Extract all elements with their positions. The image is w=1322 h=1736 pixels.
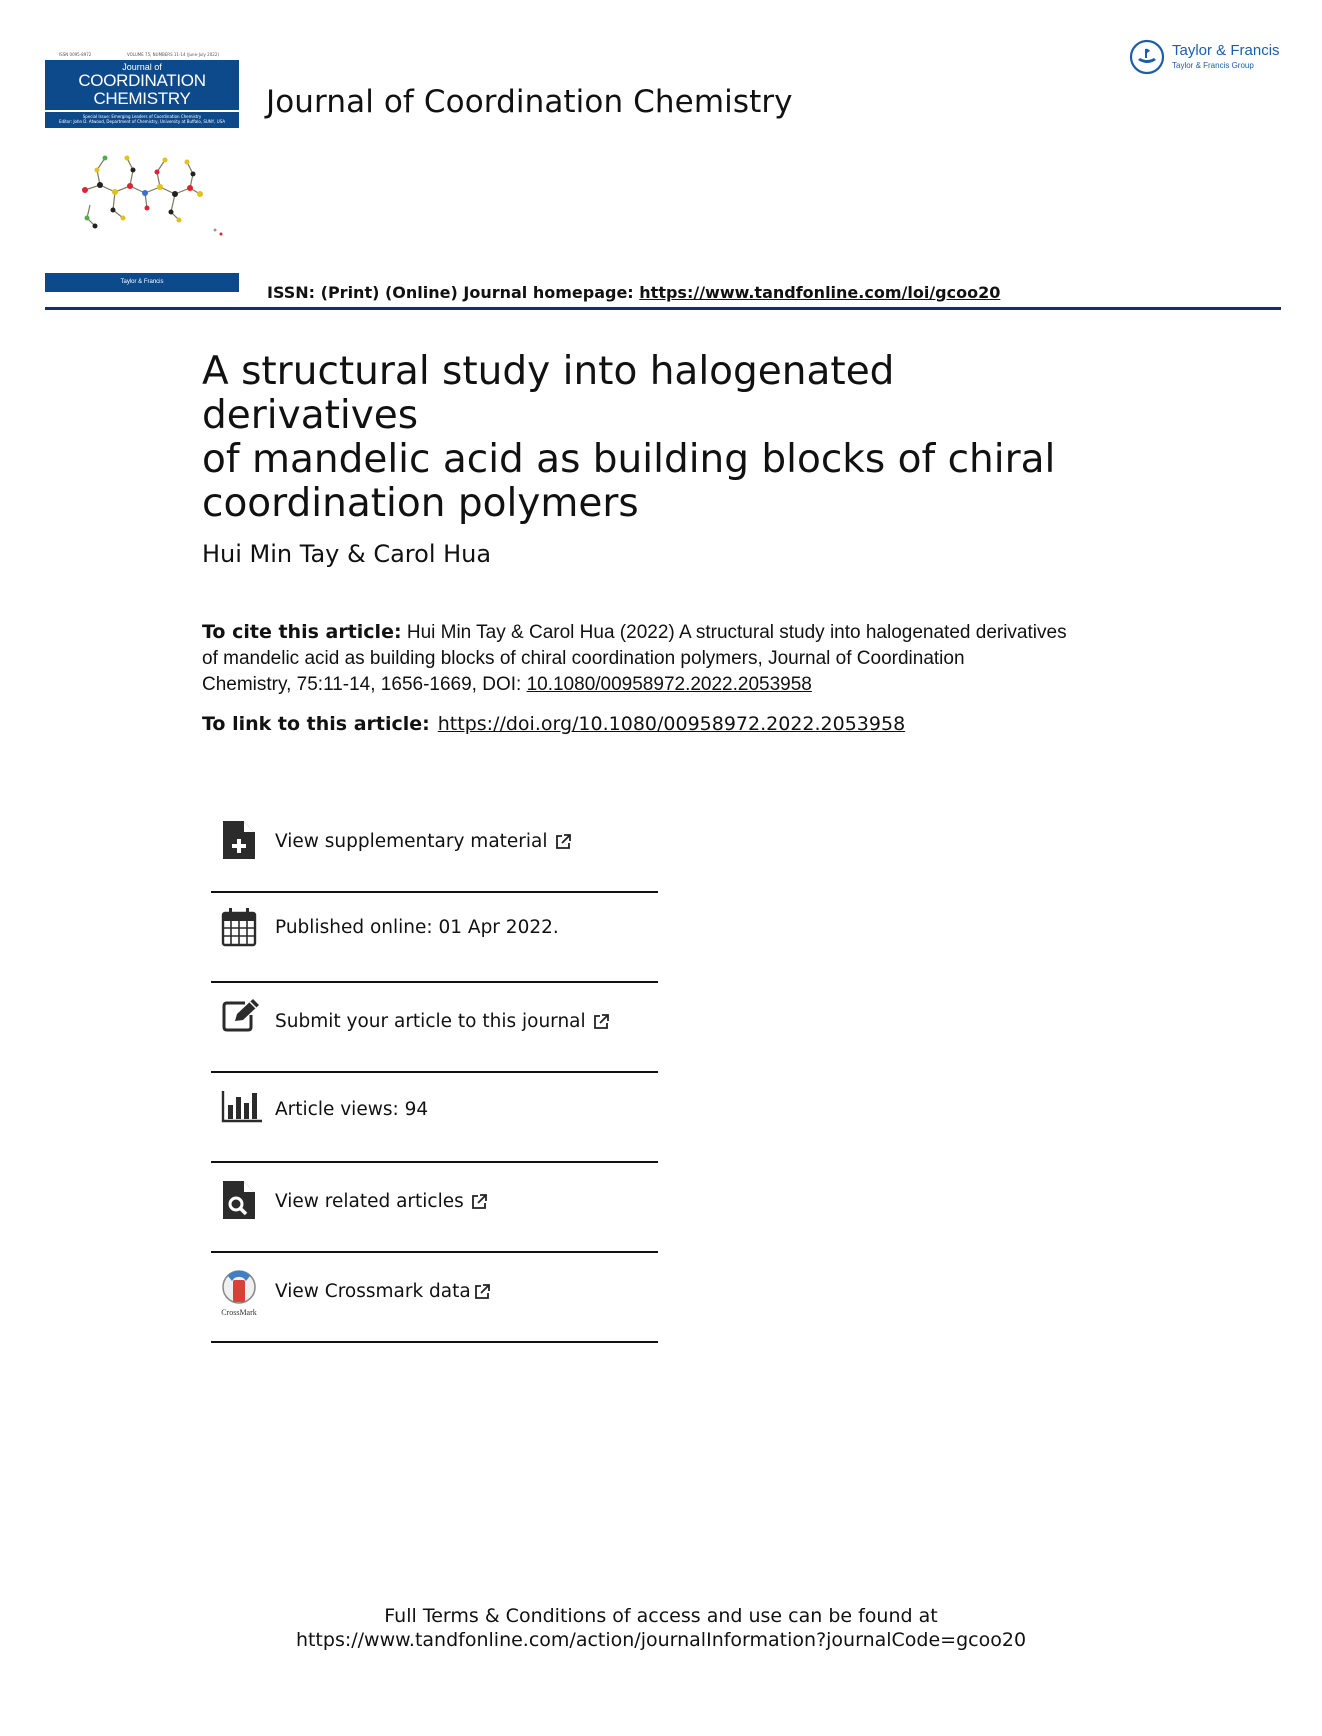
terms-footer [0,1604,1322,1652]
related-articles-label: View related articles [275,1191,464,1212]
cite-text: Chemistry, 75:11-14, 1656-1669, DOI: [202,674,527,695]
crossmark-item[interactable] [211,1253,658,1343]
terms-url[interactable]: https://www.tandfonline.com/action/journalInformation?journalCode=gcoo20 [295,1629,1027,1651]
article-title-line: coordination polymers [202,481,639,526]
molecule-illustration [75,150,225,260]
cite-doi-link[interactable]: 10.1080/00958972.2022.2053958 [526,674,812,695]
journal-title[interactable]: Journal of Coordination Chemistry [266,84,793,120]
publisher-name: Taylor & Francis [1172,42,1280,59]
article-authors[interactable]: Hui Min Tay & Carol Hua [202,540,492,568]
article-title-line: A structural study into halogenated derivatives [202,349,895,438]
cover-volume: VOLUME 75, NUMBERS 11-14 (June-July 2022) [127,52,219,57]
citation-block [202,619,1142,698]
cover-issn: ISSN 0095-8972 [59,52,92,57]
published-online-label: Published online: 01 Apr 2022. [275,917,559,938]
header-divider [45,307,1281,310]
search-document-icon [221,1179,257,1221]
article-views-item [211,1073,658,1163]
cover-publisher: Taylor & Francis [120,279,164,285]
cite-text: Hui Min Tay & Carol Hua (2022) A structural study into halogenated derivatives [401,622,1067,643]
supplementary-material-item[interactable] [211,803,658,893]
cover-title-band [45,60,239,110]
supplementary-file-icon [221,819,257,861]
terms-line: Full Terms & Conditions of access and use can be found at [384,1605,938,1627]
journal-cover [45,52,239,294]
cover-editor: Editor: John D. Atwood, Department of Chemistry, University at Buffalo, SUNY, USA [58,119,226,124]
edit-icon [221,997,261,1033]
crossmark-logo [218,1270,260,1317]
crossmark-caption: CrossMark [221,1308,257,1317]
cover-journal-of: Journal of [122,62,162,72]
external-link-icon [470,1193,488,1211]
crossmark-icon [218,1270,260,1304]
journal-homepage-link[interactable]: https://www.tandfonline.com/loi/gcoo20 [639,283,1001,302]
external-link-icon [554,833,572,851]
item-divider [211,1341,658,1343]
cover-special-issue: Special Issue: Emerging Leaders of Coordination Chemistry [82,114,202,119]
cover-top-line [45,52,239,60]
cover-special-issue-strip [45,112,239,128]
link-label: To link to this article: [202,713,430,735]
issn-text: ISSN: (Print) (Online) Journal homepage: [267,283,640,302]
publisher-group: Taylor & Francis Group [1172,61,1254,70]
cover-chemistry: CHEMISTRY [93,89,191,108]
article-link-line [202,713,905,735]
bar-chart-icon [221,1089,263,1123]
article-doi-url[interactable]: https://doi.org/10.1080/00958972.2022.2053958 [437,713,906,735]
cite-text: of mandelic acid as building blocks of chiral coordination polymers, Journal of Coordination [202,648,965,669]
article-title [202,350,1102,526]
external-link-icon [473,1283,491,1301]
supplementary-label: View supplementary material [275,831,548,852]
published-online-item [211,893,658,983]
submit-article-label: Submit your article to this journal [275,1011,586,1032]
submit-article-item[interactable] [211,983,658,1073]
publisher-logo[interactable] [1128,38,1288,78]
cite-label: To cite this article: [202,621,402,643]
article-views-label: Article views: 94 [275,1099,429,1120]
taylor-francis-emblem-icon [1128,38,1166,76]
external-link-icon [592,1013,610,1031]
calendar-icon [221,907,257,947]
cover-coordination: COORDINATION [78,71,206,90]
article-title-line: of mandelic acid as building blocks of chiral [202,437,1056,482]
issn-line [267,283,1000,302]
related-articles-item[interactable] [211,1163,658,1253]
cover-publisher-band [45,273,239,292]
crossmark-label: View Crossmark data [275,1281,471,1302]
